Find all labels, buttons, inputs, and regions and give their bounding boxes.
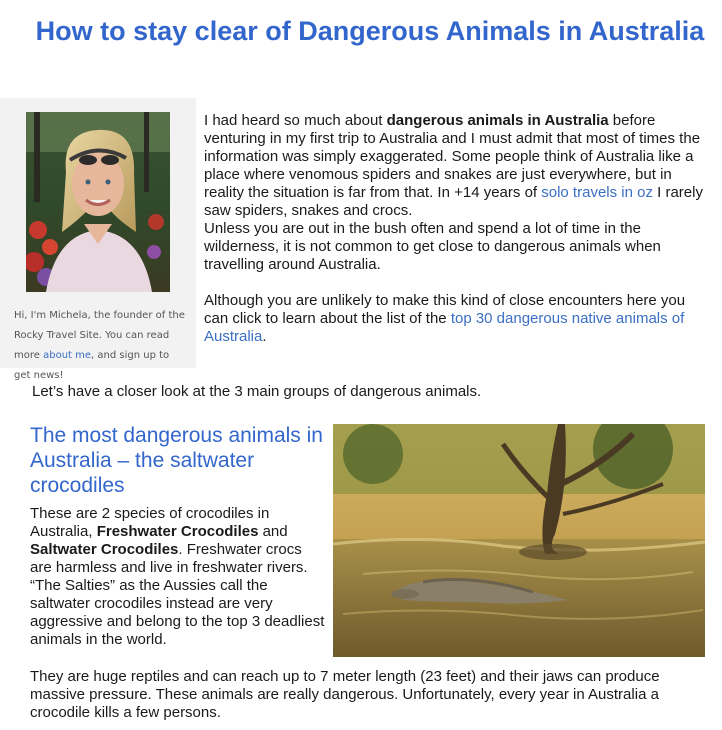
author-caption [14,306,186,386]
intro-text-span: I rarely saw spiders, snakes and crocs. [204,184,703,219]
croc-bold: Freshwater Crocodiles [96,523,259,540]
closer-look-text: Let’s have a closer look at the 3 main groups of dangerous animals. [32,383,482,400]
page-title: How to stay clear of Dangerous Animals in Australia [35,16,705,46]
intro-bold: dangerous animals in Australia [386,112,609,129]
section-heading: The most dangerous animals in Australia – the saltwater crocodiles [30,424,323,497]
intro-text-span: Although you are unlikely to make this kind of close encounters here you can click to learn about the list of the [204,292,686,327]
intro-paragraph-3 [204,292,712,346]
top-30-animals-link[interactable]: top 30 dangerous native animals of Australia [204,310,685,345]
crocodile-description [30,505,326,649]
author-photo [26,112,170,292]
author-caption-text: Hi, I'm Michela, the founder of the Rocky Travel Site. You can read more [14,310,185,361]
intro-text-span: . [262,328,267,345]
intro-paragraph-2: Unless you are out in the bush often and spend a lot of time in the wilderness, it is not common to get close to dangerous animals when travelling around Australia. [204,220,661,273]
about-me-link[interactable]: about me [43,350,92,361]
author-caption-end: , and sign up to get news! [14,350,170,381]
intro-text-span: before venturing in my first trip to Australia and I must admit that most of times the information was simply exaggerated. Some people think of Australia like a place where venomous spiders and snakes are just everywhere, but in reality the situation is far from that. In +14 years of [204,112,701,201]
spacer [204,274,712,292]
croc-text-span: and [258,523,288,540]
croc-bold: Saltwater Crocodiles [30,541,179,558]
author-box [0,98,196,381]
croc-text-span: . Freshwater crocs are harmless and live in freshwater rivers. “The Salties” as the Aussies call the saltwater crocodiles instead are very aggressive and belong to the top 3 deadliest animals in the world. [30,541,325,648]
croc-text-span: These are 2 species of crocodiles in Australia, [30,505,270,540]
intro-text [204,112,712,346]
intro-text-span: I had heard so much about [204,112,387,129]
crocodile-description-continued: They are huge reptiles and can reach up to 7 meter length (23 feet) and their jaws can produce massive pressure. These animals are really dangerous. Unfortunately, every year in Australia a crocodile kills a few persons. [30,668,660,721]
crocodile-photo [333,424,705,657]
solo-travels-link[interactable]: solo travels in oz [541,184,653,201]
intro-paragraph-1 [204,112,712,220]
